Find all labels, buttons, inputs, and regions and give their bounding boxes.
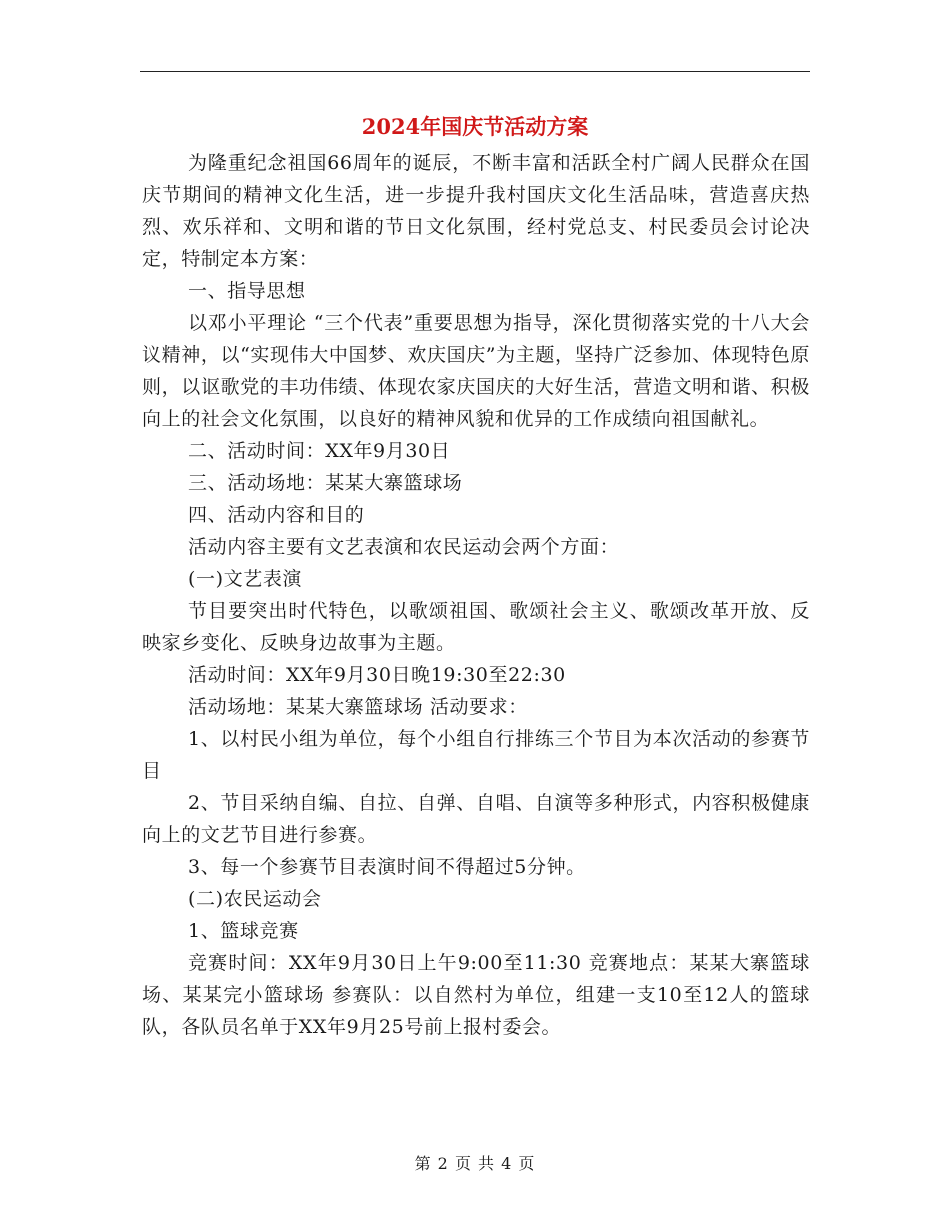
performance-theme-paragraph: 节目要突出时代特色，以歌颂祖国、歌颂社会主义、歌颂改革开放、反映家乡变化、反映身边故事为主题。 (142, 600, 810, 654)
subsection-heading-sports: (二)农民运动会 (188, 888, 322, 910)
document-title: 2024年国庆节活动方案 (361, 114, 589, 139)
performance-venue-line: 活动场地：某某大寨篮球场 活动要求： (188, 696, 528, 718)
performance-time-line: 活动时间：XX年9月30日晚19:30至22:30 (188, 664, 566, 686)
activity-venue-line: 三、活动场地：某某大寨篮球场 (188, 472, 463, 494)
content-summary-paragraph: 活动内容主要有文艺表演和农民运动会两个方面： (188, 536, 620, 558)
sports-item-basketball: 1、篮球竞赛 (188, 920, 299, 942)
intro-paragraph: 为隆重纪念祖国66周年的诞辰，不断丰富和活跃全村广阔人民群众在国庆节期间的精神文化生活，进一步提升我村国庆文化生活品味，营造喜庆热烈、欢乐祥和、文明和谐的节日文化氛围，经村党总支、村民委员会讨论决定，特制定本方案： (142, 152, 810, 270)
header-rule (140, 71, 810, 72)
section-heading-content: 四、活动内容和目的 (188, 504, 365, 526)
requirement-item-1: 1、以村民小组为单位，每个小组自行排练三个节目为本次活动的参赛节目 (142, 728, 810, 782)
requirement-item-2: 2、节目采纳自编、自拉、自弹、自唱、自演等多种形式，内容积极健康向上的文艺节目进行参赛。 (142, 792, 810, 846)
activity-time-line: 二、活动时间：XX年9月30日 (188, 440, 451, 462)
basketball-details-paragraph: 竞赛时间：XX年9月30日上午9:00至11:30 竞赛地点：某某大寨篮球场、某某完小篮球场 参赛队：以自然村为单位，组建一支10至12人的篮球队，各队员名单于XX年9月25号前上报村委会。 (142, 952, 810, 1038)
guiding-ideology-paragraph: 以邓小平理论 “三个代表”重要思想为指导，深化贯彻落实党的十八大会议精神，以“实现伟大中国梦、欢庆国庆”为主题，坚持广泛参加、体现特色原则，以讴歌党的丰功伟绩、体现农家庆国庆的大好生活，营造文明和谐、积极向上的社会文化氛围，以良好的精神风貌和优异的工作成绩向祖国献礼。 (142, 312, 810, 430)
requirement-item-3: 3、每一个参赛节目表演时间不得超过5分钟。 (188, 856, 586, 878)
document-body (142, 147, 810, 1043)
page-number-footer: 第 2 页 共 4 页 (414, 1154, 536, 1173)
subsection-heading-performance: (一)文艺表演 (188, 568, 303, 590)
section-heading-guiding-ideology: 一、指导思想 (188, 280, 306, 302)
